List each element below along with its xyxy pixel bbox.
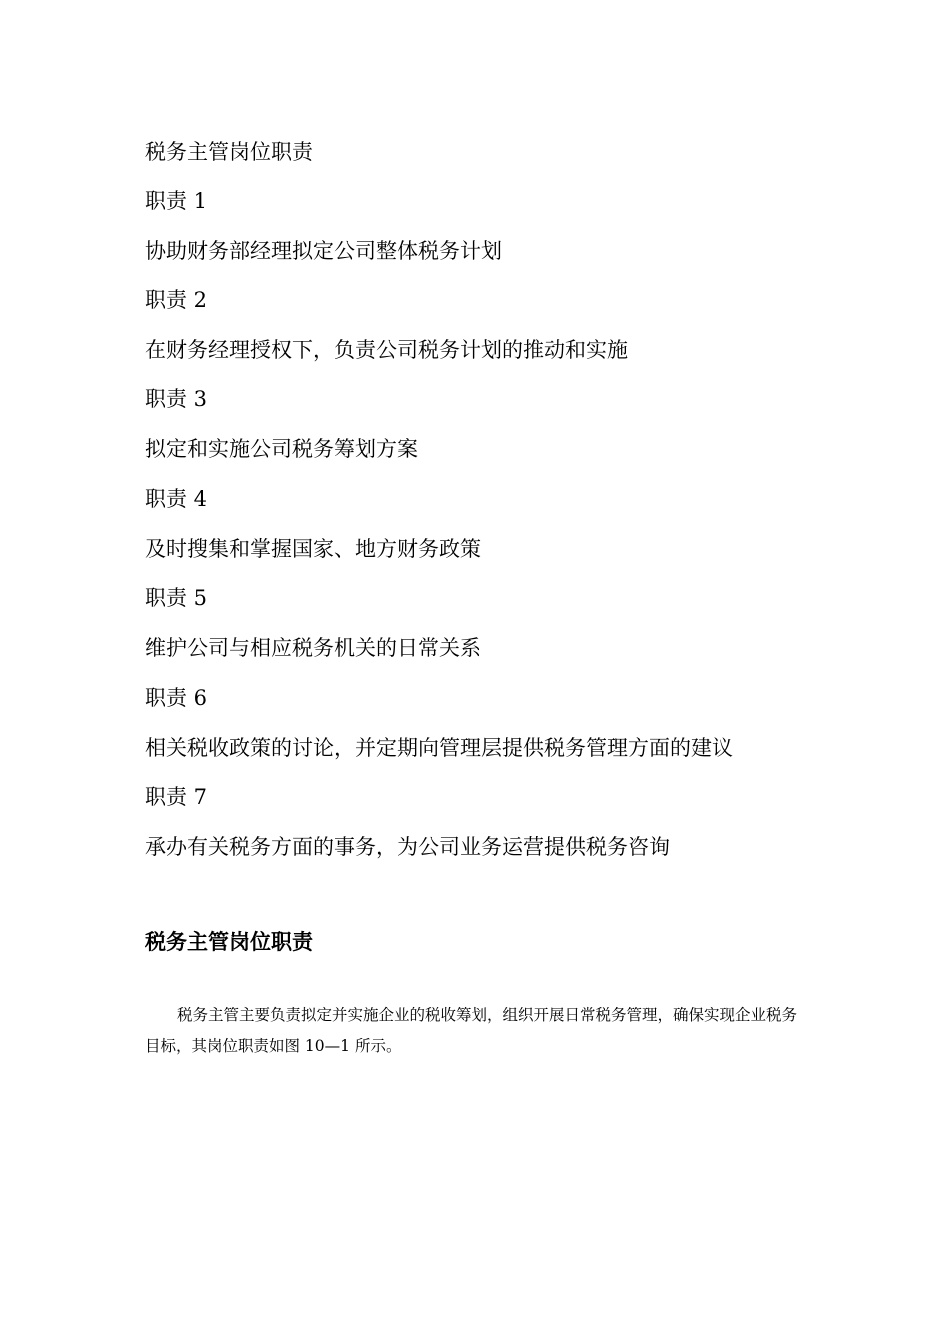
duty-text-6: 相关税收政策的讨论，并定期向管理层提供税务管理方面的建议 (145, 736, 733, 760)
section-title: 税务主管岗位职责 (145, 929, 313, 954)
duty-heading-6: 职责 6 (145, 686, 208, 710)
duty-text-3: 拟定和实施公司税务筹划方案 (145, 437, 418, 461)
duty-text-7: 承办有关税务方面的事务，为公司业务运营提供税务咨询 (145, 835, 670, 859)
duty-heading-3: 职责 3 (145, 387, 208, 411)
duty-heading-4: 职责 4 (145, 487, 208, 511)
duty-text-2: 在财务经理授权下，负责公司税务计划的推动和实施 (145, 338, 628, 362)
duty-text-4: 及时搜集和掌握国家、地方财务政策 (145, 537, 481, 561)
doc-title: 税务主管岗位职责 (145, 140, 313, 164)
duty-heading-5: 职责 5 (145, 586, 208, 610)
duty-text-1: 协助财务部经理拟定公司整体税务计划 (145, 239, 502, 263)
duty-text-5: 维护公司与相应税务机关的日常关系 (145, 636, 481, 660)
duty-heading-2: 职责 2 (145, 288, 208, 312)
duty-heading-7: 职责 7 (145, 785, 208, 809)
duty-heading-1: 职责 1 (145, 189, 208, 213)
body-paragraph: 税务主管主要负责拟定并实施企业的税收筹划，组织开展日常税务管理，确保实现企业税务目标，其岗位职责如图 10—1 所示。 (145, 1006, 798, 1055)
